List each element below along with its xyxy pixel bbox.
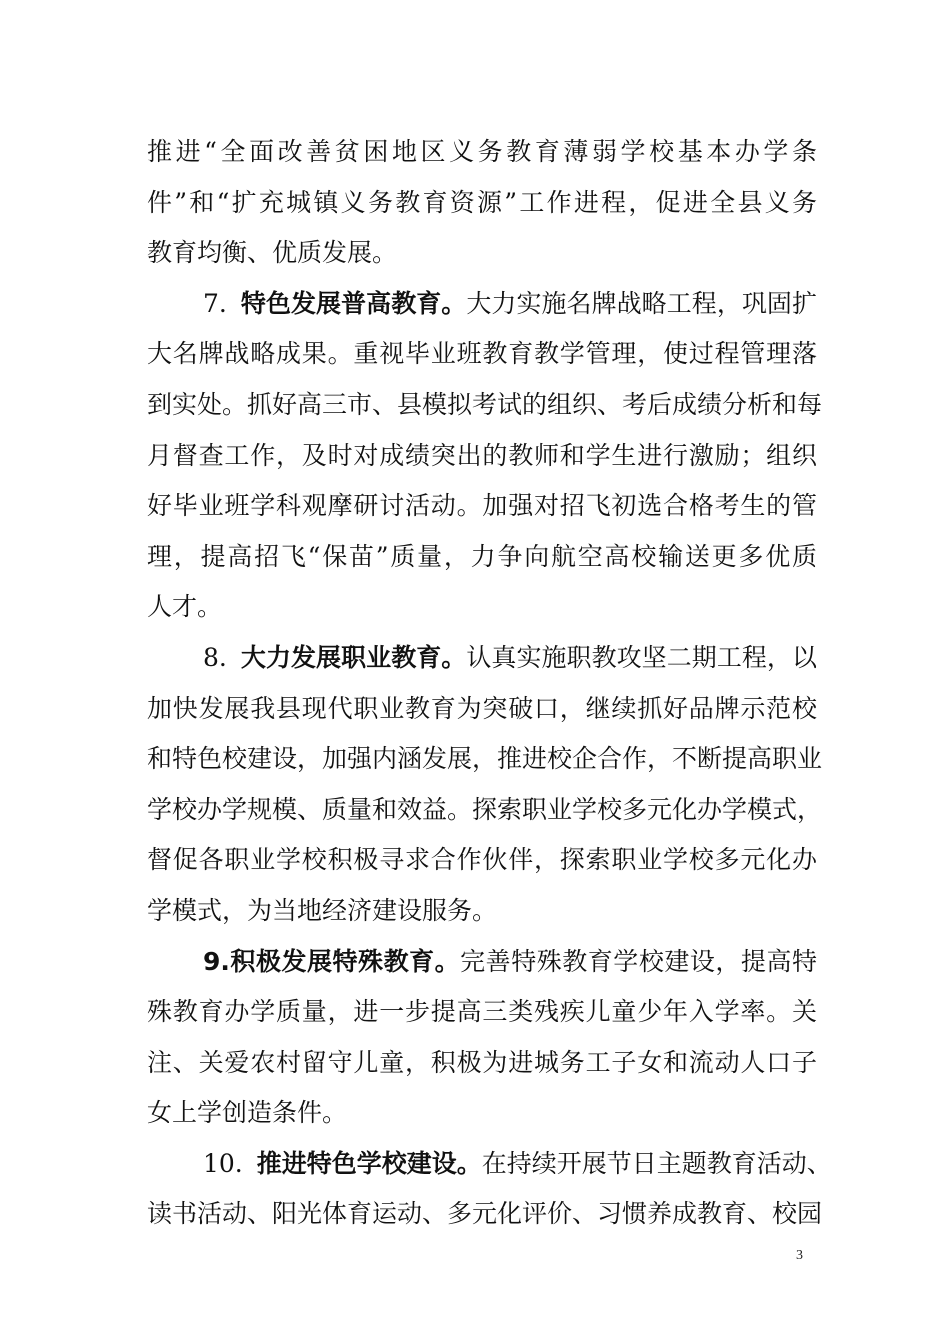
body-line: 大名牌战略成果。重视毕业班教育教学管理，使过程管理落 bbox=[147, 339, 817, 369]
section-text: 认真实施职教攻坚二期工程，以 bbox=[466, 642, 817, 672]
section-8-first-line bbox=[147, 633, 817, 684]
section-number: 9. bbox=[203, 946, 230, 976]
section-10-first-line bbox=[147, 1139, 832, 1190]
body-line: 女上学创造条件。 bbox=[147, 1098, 348, 1128]
body-line: 推进“全面改善贫困地区义务教育薄弱学校基本办学条 bbox=[147, 137, 817, 166]
section-number: 8. bbox=[203, 642, 227, 672]
body-line: 加快发展我县现代职业教育为突破口，继续抓好品牌示范校 bbox=[147, 693, 817, 723]
body-line: 学模式，为当地经济建设服务。 bbox=[147, 895, 498, 925]
section-text: 完善特殊教育学校建设，提高特 bbox=[460, 946, 817, 976]
body-line: 到实处。抓好高三市、县模拟考试的组织、考后成绩分析和每 bbox=[147, 389, 823, 419]
section-text: 大力实施名牌战略工程，巩固扩 bbox=[466, 288, 817, 318]
section-text: 在持续开展节日主题教育活动、 bbox=[481, 1148, 832, 1178]
body-line: 督促各职业学校积极寻求合作伙伴，探索职业学校多元化办 bbox=[147, 845, 817, 875]
body-line: 人才。 bbox=[147, 592, 223, 622]
body-line: 理，提高招飞“保苗”质量，力争向航空高校输送更多优质 bbox=[147, 541, 817, 571]
body-line: 殊教育办学质量，进一步提高三类残疾儿童少年入学率。关 bbox=[147, 997, 817, 1027]
page-number: 3 bbox=[796, 1248, 803, 1263]
document-body bbox=[147, 127, 832, 1240]
section-heading: 特色发展普高教育。 bbox=[240, 288, 467, 318]
body-line: 和特色校建设，加强内涵发展，推进校企合作，不断提高职业 bbox=[147, 744, 823, 774]
section-heading: 大力发展职业教育。 bbox=[240, 642, 467, 672]
body-line: 件”和“扩充城镇义务教育资源”工作进程，促进全县义务 bbox=[147, 187, 817, 217]
section-number: 10. bbox=[203, 1148, 243, 1178]
section-heading: 积极发展特殊教育。 bbox=[229, 946, 461, 976]
body-line: 读书活动、阳光体育运动、多元化评价、习惯养成教育、校园 bbox=[147, 1199, 823, 1229]
body-line: 教育均衡、优质发展。 bbox=[147, 238, 398, 268]
body-line: 好毕业班学科观摩研讨活动。加强对招飞初选合格考生的管 bbox=[147, 491, 817, 521]
body-line: 月督查工作，及时对成绩突出的教师和学生进行激励；组织 bbox=[147, 440, 817, 470]
body-line: 学校办学规模、质量和效益。探索职业学校多元化办学模式， bbox=[147, 794, 823, 824]
section-9-first-line bbox=[147, 937, 817, 988]
body-line: 注、关爱农村留守儿童，积极为进城务工子女和流动人口子 bbox=[147, 1047, 817, 1077]
section-heading: 推进特色学校建设。 bbox=[256, 1148, 482, 1178]
section-number: 7. bbox=[203, 288, 227, 318]
section-7-first-line bbox=[147, 279, 817, 330]
